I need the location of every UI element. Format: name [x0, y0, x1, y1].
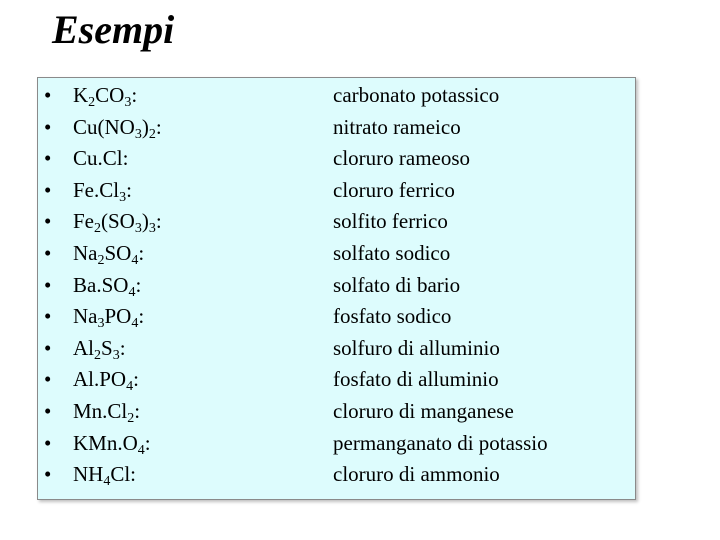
- bullet-icon: •: [44, 272, 52, 297]
- chemical-formula: $Na_3PO_4$:: [73, 304, 145, 332]
- list-item: [38, 428, 635, 460]
- compound-name: solfato sodico: [333, 241, 451, 265]
- compound-name: nitrato rameico: [333, 114, 461, 139]
- bullet-icon: •: [44, 304, 52, 329]
- bullet-icon: •: [44, 114, 52, 139]
- list-item: [38, 459, 635, 491]
- bullet-icon: •: [44, 83, 52, 107]
- examples-box: [37, 77, 636, 500]
- bullet-icon: •: [44, 209, 52, 234]
- list-item: [38, 301, 635, 333]
- compound-name: cloruro di manganese: [333, 399, 514, 423]
- chemical-formula: $KMn.O_4$:: [73, 430, 151, 458]
- bullet-icon: •: [44, 430, 52, 455]
- chemical-formula: $Cu(NO_3)_2$:: [73, 114, 162, 142]
- chemical-formula: Cu.Cl:: [73, 146, 129, 171]
- chemical-formula: $Ba.SO_4$:: [73, 272, 142, 300]
- list-item: [38, 112, 635, 144]
- chemical-formula: $Al.PO_4$:: [73, 367, 139, 395]
- chemical-formula: $Fe_2(SO_3)_3$:: [73, 209, 162, 237]
- chemical-formula: $Fe.Cl_3$:: [73, 177, 132, 205]
- compound-name: cloruro di ammonio: [333, 462, 500, 487]
- list-item: [38, 238, 635, 270]
- compound-name: cloruro rameoso: [333, 146, 471, 171]
- bullet-icon: •: [44, 146, 52, 171]
- compound-name: cloruro ferrico: [333, 177, 455, 202]
- list-item: [38, 175, 635, 207]
- list-item: [38, 143, 635, 175]
- compound-name: solfato di bario: [333, 272, 461, 297]
- chemical-formula: $Mn.Cl_2$:: [73, 399, 141, 426]
- compound-name: solfito ferrico: [333, 209, 448, 234]
- chemical-formula: $NH_4Cl$:: [73, 462, 137, 490]
- bullet-icon: •: [44, 399, 52, 423]
- bullet-icon: •: [44, 367, 52, 392]
- list-item: [38, 80, 635, 112]
- chemical-formula: $Al_2S_3$:: [73, 335, 126, 363]
- compound-name: permanganato di potassio: [333, 430, 548, 455]
- compound-name: fosfato di alluminio: [333, 367, 499, 392]
- list-item: [38, 333, 635, 365]
- list-item: [38, 206, 635, 238]
- compound-name: fosfato sodico: [333, 304, 452, 329]
- bullet-icon: •: [44, 335, 52, 360]
- list-item: [38, 364, 635, 396]
- chemical-formula: $Na_2SO_4$:: [73, 241, 145, 268]
- bullet-icon: •: [44, 177, 52, 202]
- bullet-icon: •: [44, 241, 52, 265]
- page-title: Esempi: [52, 7, 175, 52]
- list-item: [38, 396, 635, 428]
- compound-name: solfuro di alluminio: [333, 335, 500, 360]
- list-item: [38, 270, 635, 302]
- chemical-formula: $K_2CO_3$:: [73, 83, 138, 110]
- bullet-icon: •: [44, 462, 52, 487]
- compound-name: carbonato potassico: [333, 83, 500, 107]
